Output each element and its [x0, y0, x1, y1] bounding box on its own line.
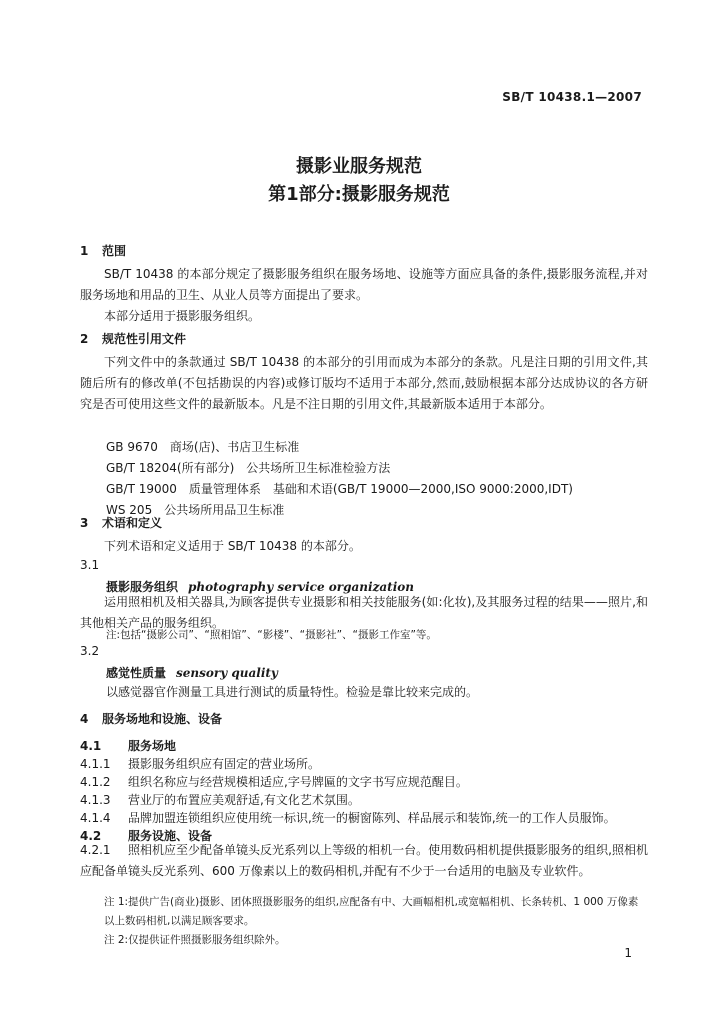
section-title: 服务场地和设施、设备	[102, 712, 223, 726]
term-number: 3.2	[80, 644, 100, 658]
section-1-heading	[80, 242, 126, 259]
subsection-number: 4.2	[80, 829, 102, 843]
clause-text: 营业厅的布置应美观舒适,有文化艺术氛围。	[128, 793, 360, 807]
section-1-applicability: 本部分适用于摄影服务组织。	[104, 309, 261, 323]
clause-text: 摄影服务组织应有固定的营业场所。	[128, 757, 321, 771]
page-number: 1	[624, 946, 632, 960]
reference-item: WS 205 公共场所用品卫生标准	[106, 503, 285, 517]
term-english: photography service organization	[188, 580, 414, 594]
section-1-paragraph: SB/T 10438 的本部分规定了摄影服务组织在服务场地、设施等方面应具备的条件,摄影服务流程,并对服务场地和用品的卫生、从业人员等方面提出了要求。	[80, 267, 648, 302]
reference-item: GB 9670 商场(店)、书店卫生标准	[106, 440, 300, 454]
section-number: 1	[80, 244, 89, 258]
subsection-title: 服务设施、设备	[128, 829, 213, 843]
clause-text: 照相机应至少配备单镜头反光系列以上等级的相机一台。使用数码相机提供摄影服务的组织,照相机应配备单镜头反光系列、600 万像素以上的数码相机,并配有不少于一台适用的电脑及专业软件。	[80, 843, 648, 878]
clause-text: 组织名称应与经营规模相适应,字号牌匾的文字书写应规范醒目。	[128, 775, 468, 789]
term-english: sensory quality	[176, 666, 278, 680]
clause-number: 4.1.1	[80, 757, 111, 771]
section-2-heading	[80, 330, 186, 347]
clause-item	[80, 840, 648, 882]
clause-item	[80, 809, 648, 826]
section-title: 术语和定义	[102, 516, 163, 530]
clause-note: 注 1:提供广告(商业)摄影、团体照摄影服务的组织,应配备有中、大画幅相机,或宽幅相机、长条转机、1 000 万像素以上数码相机,以满足顾客要求。	[104, 896, 639, 927]
clause-text: 品牌加盟连锁组织应使用统一标识,统一的橱窗陈列、样品展示和装饰,统一的工作人员服饰。	[128, 811, 616, 825]
section-2-paragraph: 下列文件中的条款通过 SB/T 10438 的本部分的引用而成为本部分的条款。凡是注日期的引用文件,其随后所有的修改单(不包括勘误的内容)或修订版均不适用于本部分,然而,鼓励根据本部分达成协议的各方研究是否可使用这些文件的最新版本。凡是不注日期的引用文件,其最新版本适用于本部分。	[80, 355, 648, 411]
term-note: 注:包括“摄影公司”、“照相馆”、“影楼”、“摄影社”、“摄影工作室”等。	[106, 629, 437, 641]
document-subtitle: 第1部分:摄影服务规范	[268, 184, 450, 205]
term-definition: 以感觉器官作测量工具进行测试的质量特性。检验是靠比较来完成的。	[106, 685, 479, 699]
document-title: 摄影业服务规范	[296, 156, 422, 177]
clause-number: 4.1.4	[80, 811, 111, 825]
clause-number: 4.2.1	[80, 843, 111, 857]
section-title: 范围	[102, 244, 127, 258]
subsection-title: 服务场地	[128, 739, 177, 753]
standard-code: SB/T 10438.1—2007	[502, 90, 642, 104]
section-number: 2	[80, 332, 89, 346]
section-3-paragraph: 下列术语和定义适用于 SB/T 10438 的本部分。	[104, 539, 361, 553]
subsection-number: 4.1	[80, 739, 102, 753]
reference-item: GB/T 19000 质量管理体系 基础和术语(GB/T 19000—2000,ISO 9000:2000,IDT)	[106, 482, 573, 496]
term-chinese: 感觉性质量	[106, 666, 167, 680]
clause-note: 注 2:仅提供证件照摄影服务组织除外。	[104, 934, 286, 946]
term-number: 3.1	[80, 558, 100, 572]
clause-item	[80, 773, 648, 790]
section-number: 3	[80, 516, 89, 530]
term-definition: 运用照相机及相关器具,为顾客提供专业摄影和相关技能服务(如:化妆),及其服务过程的结果——照片,和其他相关产品的服务组织。	[80, 595, 648, 630]
section-4-heading	[80, 710, 222, 727]
section-3-heading	[80, 514, 162, 531]
reference-item: GB/T 18204(所有部分) 公共场所卫生标准检验方法	[106, 461, 391, 475]
section-title: 规范性引用文件	[102, 332, 187, 346]
clause-item	[80, 791, 648, 808]
term-heading	[106, 664, 278, 681]
clause-number: 4.1.2	[80, 775, 111, 789]
clause-number: 4.1.3	[80, 793, 111, 807]
subsection-4-1-heading	[80, 737, 648, 754]
clause-item	[80, 755, 648, 772]
term-chinese: 摄影服务组织	[106, 580, 179, 594]
section-number: 4	[80, 712, 89, 726]
